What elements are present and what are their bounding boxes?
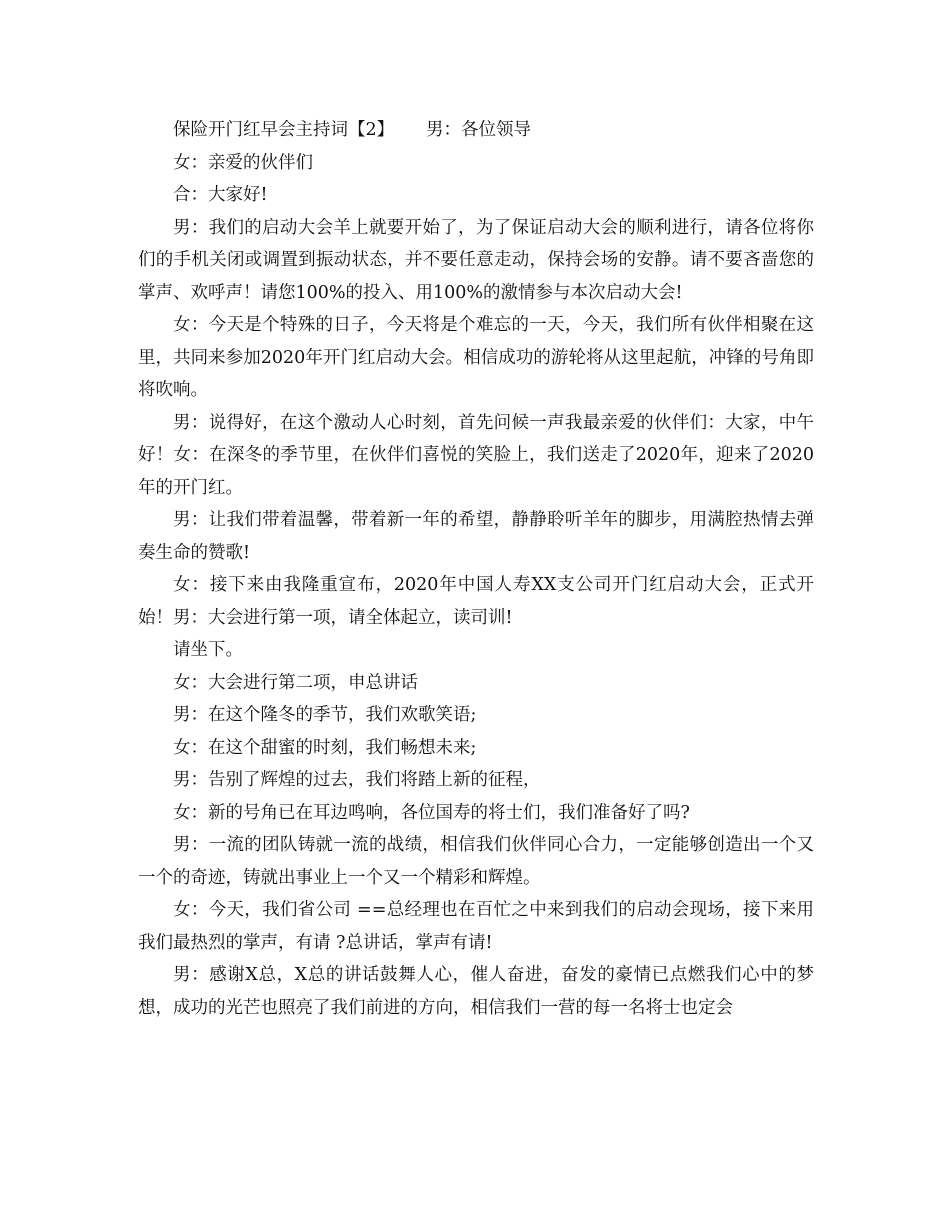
paragraph: 男：一流的团队铸就一流的战绩，相信我们伙伴同心合力，一定能够创造出一个又一个的奇迹，铸就出事业上一个又一个精彩和辉煌。 [138,835,814,888]
paragraph: 请坐下。 [173,640,243,660]
paragraph: 女：亲爱的伙伴们 [173,152,313,173]
paragraph: 女：接下来由我隆重宣布，2020年中国人寿XX支公司开门红启动大会，正式开始！男：大会进行第一项，请全体起立，读司训! [138,575,814,628]
paragraph: 合：大家好! [173,185,268,205]
paragraph: 男：在这个隆冬的季节，我们欢歌笑语; [173,705,477,725]
paragraph: 女：大会进行第二项，申总讲话 [173,672,418,693]
document-body [138,114,814,1024]
document-title-line: 保险开门红早会主持词【2】 男：各位领导 [173,120,531,140]
paragraph: 女：在这个甜蜜的时刻，我们畅想未来; [173,737,477,758]
paragraph: 女：新的号角已在耳边鸣响，各位国寿的将士们，我们准备好了吗? [173,802,690,823]
paragraph: 男：说得好，在这个激动人心时刻，首先问候一声我最亲爱的伙伴们：大家，中午好！女：在深冬的季节里，在伙伴们喜悦的笑脸上，我们送走了2020年，迎来了2020年的开门红。 [138,412,814,498]
paragraph: 女：今天是个特殊的日子，今天将是个难忘的一天，今天，我们所有伙伴相聚在这里，共同来参加2020年开门红启动大会。相信成功的游轮将从这里起航，冲锋的号角即将吹响。 [138,315,814,400]
paragraph: 男：让我们带着温馨，带着新一年的希望，静静聆听羊年的脚步，用满腔热情去弹奏生命的赞歌! [138,510,814,563]
paragraph: 男：告别了辉煌的过去，我们将踏上新的征程， [173,770,541,790]
paragraph: 男：感谢X总，X总的讲话鼓舞人心，催人奋进，奋发的豪情已点燃我们心中的梦想，成功的光芒也照亮了我们前进的方向，相信我们一营的每一名将士也定会 [138,965,814,1018]
paragraph: 女：今天，我们省公司 ==总经理也在百忙之中来到我们的启动会现场，接下来用我们最热烈的掌声，有请 ?总讲话，掌声有请! [138,900,814,953]
paragraph: 男：我们的启动大会羊上就要开始了，为了保证启动大会的顺利进行，请各位将你们的手机关闭或调置到振动状态，并不要任意走动，保持会场的安静。请不要吝啬您的掌声、欢呼声！请您100%的投入、用100%的激情参与本次启动大会! [138,217,814,303]
